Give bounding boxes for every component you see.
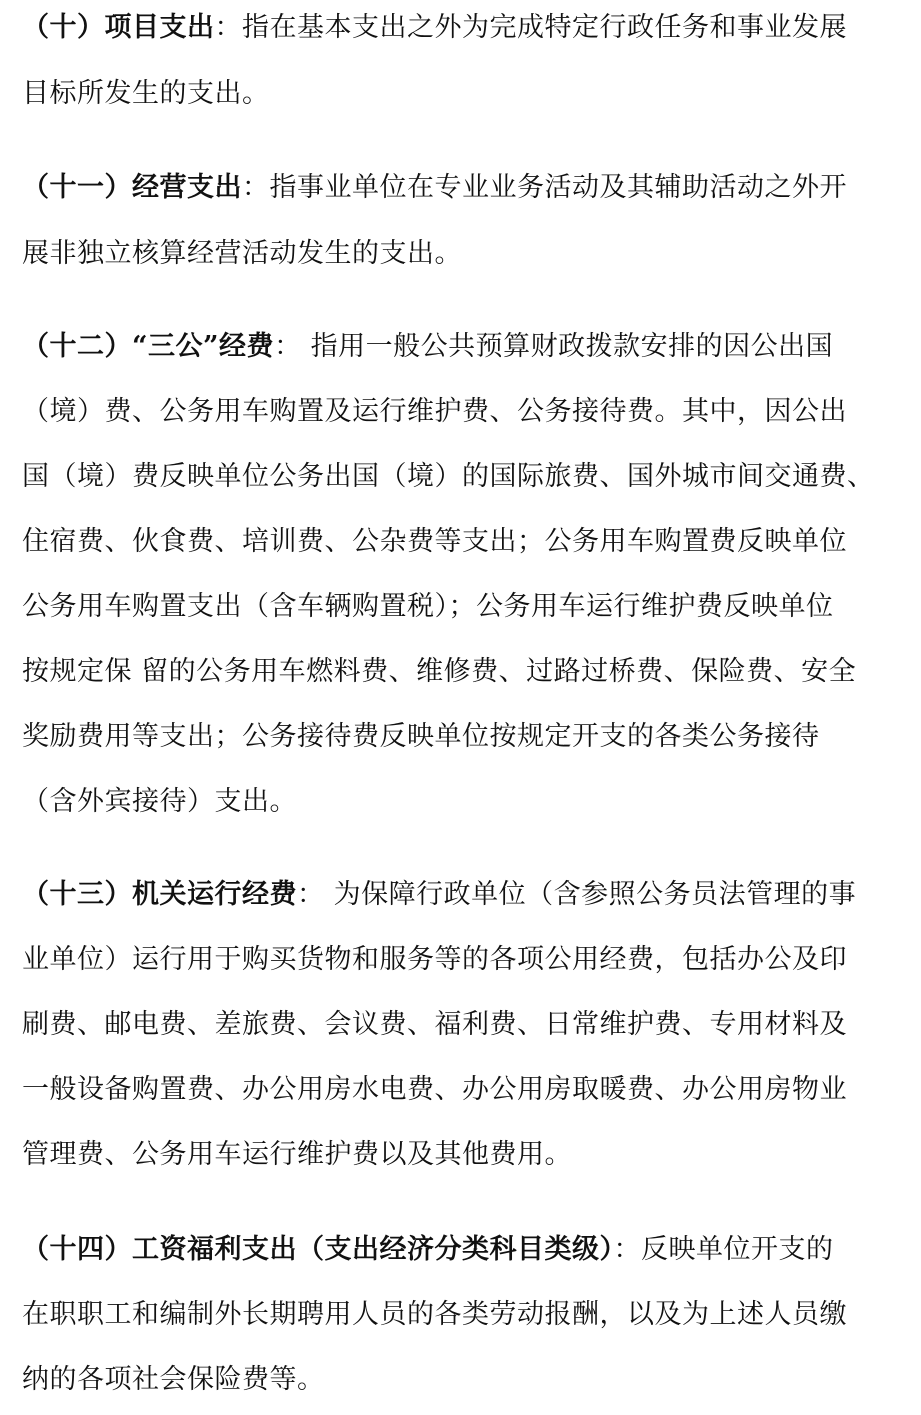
section-10-line-2: 目标所发生的支出。 (22, 78, 270, 109)
section-13-line-4: 一般设备购置费、办公用房水电费、办公用房取暖费、办公用房物业 (22, 1074, 847, 1105)
section-13-heading: （十三）机关运行经费 (22, 879, 297, 910)
section-12-line-4: 住宿费、伙食费、培训费、公杂费等支出；公务用车购置费反映单位 (22, 526, 847, 557)
section-12-line-5: 公务用车购置支出（含车辆购置税）；公务用车运行维护费反映单位 (22, 591, 834, 622)
section-13-line-5: 管理费、公务用车运行维护费以及其他费用。 (22, 1139, 572, 1170)
section-12-line-6: 按规定保 留的公务用车燃料费、维修费、过路过桥费、保险费、安全 (22, 656, 857, 687)
section-13-line-3: 刷费、邮电费、差旅费、会议费、福利费、日常维护费、专用材料及 (22, 1009, 847, 1040)
section-14-line-2: 在职职工和编制外长期聘用人员的各类劳动报酬，以及为上述人员缴 (22, 1299, 847, 1330)
section-13-text: ： 为保障行政单位（含参照公务员法管理的事 (297, 879, 857, 910)
section-14-text: ：反映单位开支的 (613, 1234, 834, 1265)
section-12-line-7: 奖励费用等支出；公务接待费反映单位按规定开支的各类公务接待 (22, 721, 820, 752)
section-11-text: ：指事业单位在专业业务活动及其辅助活动之外开 (242, 172, 847, 203)
section-10-text: ：指在基本支出之外为完成特定行政任务和事业发展 (214, 12, 847, 43)
section-12-line-8: （含外宾接待）支出。 (22, 786, 297, 817)
section-13-line-1 (22, 879, 856, 911)
section-13-line-2: 业单位）运行用于购买货物和服务等的各项公用经费，包括办公及印 (22, 944, 847, 975)
section-14-line-3: 纳的各项社会保险费等。 (22, 1364, 325, 1395)
section-11-heading: （十一）经营支出 (22, 172, 242, 203)
section-12-heading: （十二）“三公”经费 (22, 331, 275, 362)
section-14-heading: （十四）工资福利支出（支出经济分类科目类级） (22, 1234, 614, 1265)
section-11-line-2: 展非独立核算经营活动发生的支出。 (22, 238, 462, 269)
section-12-line-2: （境）费、公务用车购置及运行维护费、公务接待费。其中，因公出 (22, 396, 847, 427)
section-12-line-3: 国（境）费反映单位公务出国（境）的国际旅费、国外城市间交通费、 (22, 461, 875, 492)
section-11-line-1 (22, 172, 847, 204)
section-10-heading: （十）项目支出 (22, 12, 215, 43)
section-12-line-1 (22, 331, 833, 363)
section-12-text: ： 指用一般公共预算财政拨款安排的因公出国 (274, 331, 834, 362)
section-14-line-1 (22, 1234, 834, 1266)
section-10-line-1 (22, 12, 847, 44)
